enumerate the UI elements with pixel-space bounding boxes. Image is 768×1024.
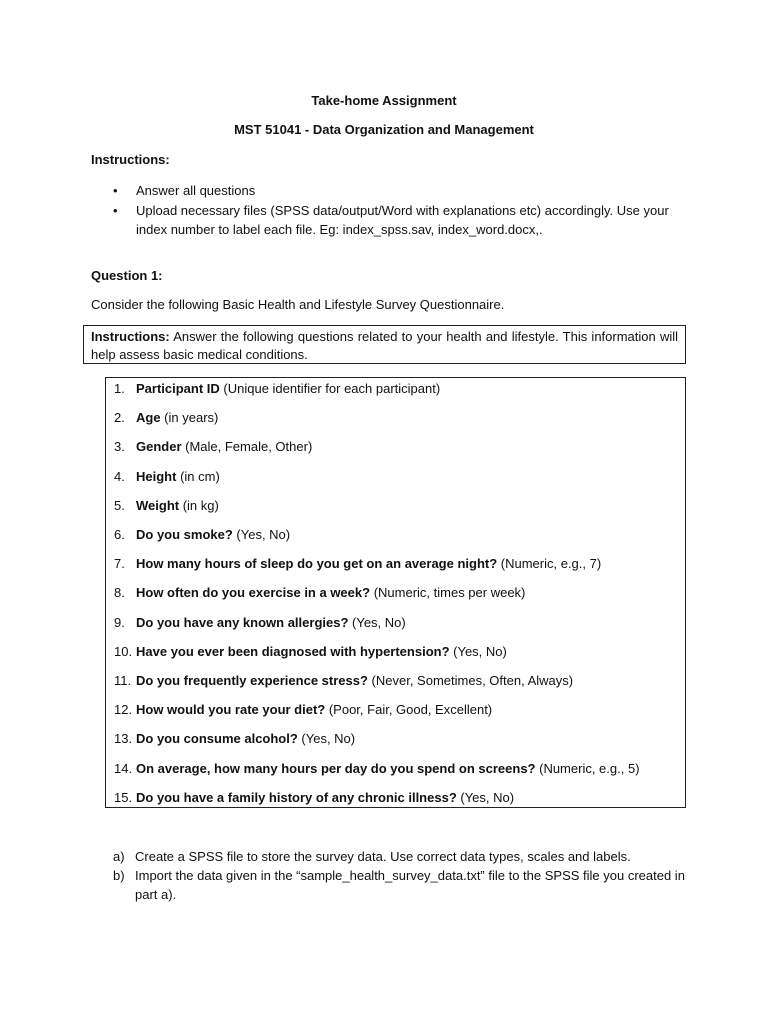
survey-question-number: 13. — [114, 731, 133, 747]
survey-question-number: 14. — [114, 760, 133, 776]
survey-question-number: 4. — [114, 468, 125, 484]
survey-question-title: Do you smoke? — [136, 527, 233, 542]
part-text: Import the data given in the “sample_health_survey_data.txt” file to the SPSS file you created in part a). — [135, 868, 685, 902]
survey-question-title: Gender — [136, 439, 182, 455]
question-1-intro: Consider the following Basic Health and Lifestyle Survey Questionnaire. — [91, 297, 505, 312]
survey-question-number: 10. — [114, 643, 133, 659]
survey-question-text — [136, 585, 525, 600]
survey-question-text — [136, 644, 507, 659]
instructions-heading: Instructions: — [91, 152, 170, 167]
survey-question-options: (Numeric, e.g., 7) — [497, 556, 602, 572]
survey-question-number: 1. — [114, 381, 125, 396]
survey-question-number: 15. — [114, 789, 133, 805]
survey-question-title: On average, how many hours per day do you spend on screens? — [136, 760, 536, 776]
survey-question-text — [136, 790, 514, 805]
part-label: a) — [113, 849, 125, 864]
question-1-heading: Question 1: — [91, 268, 163, 283]
survey-question-number: 7. — [114, 556, 125, 572]
survey-question-text — [136, 615, 406, 630]
part-text: Create a SPSS file to store the survey data. Use correct data types, scales and labels. — [135, 849, 631, 864]
instructions-bullet — [91, 201, 671, 239]
survey-question-text — [136, 761, 640, 776]
course-title: MST 51041 - Data Organization and Management — [234, 122, 534, 137]
survey-question-title: Do you have a family history of any chronic illness? — [136, 789, 457, 805]
survey-question-title: Weight — [136, 497, 180, 513]
survey-question-options: (Numeric, times per week) — [370, 585, 526, 601]
part-label: b) — [113, 868, 125, 883]
survey-question-options: (Unique identifier for each participant) — [219, 381, 441, 396]
survey-instructions-box — [83, 325, 686, 364]
questionnaire-box — [105, 377, 686, 808]
survey-question-number: 2. — [114, 410, 125, 426]
survey-question-text — [136, 469, 220, 484]
part-a — [113, 847, 693, 866]
survey-question-text — [136, 556, 601, 571]
instructions-list — [91, 181, 671, 240]
survey-question-title: Do you have any known allergies? — [136, 614, 349, 630]
survey-instructions-text: Answer the following questions related to your health and lifestyle. This information will help assess basic medical conditions. — [91, 329, 678, 362]
survey-question-number: 12. — [114, 702, 133, 718]
survey-question-title: Do you consume alcohol? — [136, 731, 298, 747]
question-1-parts — [113, 847, 693, 904]
instructions-bullet-text: Answer all questions — [136, 183, 256, 198]
survey-question-text — [136, 498, 219, 513]
survey-question-title: How would you rate your diet? — [136, 702, 326, 718]
survey-question-text — [136, 702, 492, 717]
survey-question-title: How often do you exercise in a week? — [136, 585, 371, 601]
survey-question-number: 3. — [114, 439, 125, 455]
survey-question-text — [136, 731, 355, 746]
survey-question-options: (Male, Female, Other) — [181, 439, 313, 455]
survey-question-title: Do you frequently experience stress? — [136, 673, 368, 688]
survey-question-options: (in cm) — [176, 468, 220, 484]
bullet-icon: • — [113, 183, 118, 198]
survey-question-number: 9. — [114, 614, 125, 630]
survey-question-options: (in years) — [160, 410, 219, 426]
survey-question-title: Age — [136, 410, 161, 426]
survey-question-options: (Numeric, e.g., 5) — [535, 760, 640, 776]
survey-instructions-label: Instructions: — [91, 329, 170, 344]
document-title: Take-home Assignment — [311, 93, 457, 108]
survey-question-options: (Yes, No) — [348, 614, 406, 630]
bullet-icon: • — [113, 203, 118, 218]
survey-question-text — [136, 410, 218, 425]
survey-question-title: Have you ever been diagnosed with hypertension? — [136, 643, 450, 659]
instructions-bullet-text: Upload necessary files (SPSS data/output/Word with explanations etc) accordingly. Use your index number to label each file. Eg: index_spss.sav, index_word.docx,. — [136, 203, 669, 237]
survey-question-options: (Yes, No) — [456, 789, 515, 805]
survey-question-title: Height — [136, 468, 177, 484]
survey-question-text — [136, 381, 440, 396]
instructions-bullet — [91, 181, 671, 200]
survey-question-text — [136, 527, 290, 542]
survey-question-options: (Poor, Fair, Good, Excellent) — [325, 702, 493, 718]
survey-question-options: (Never, Sometimes, Often, Always) — [367, 673, 574, 688]
survey-question-number: 6. — [114, 527, 125, 542]
survey-question-text — [136, 439, 312, 454]
survey-question-options: (in kg) — [179, 497, 219, 513]
survey-question-options: (Yes, No) — [449, 643, 507, 659]
survey-question-number: 8. — [114, 585, 125, 601]
survey-question-title: How many hours of sleep do you get on an average night? — [136, 556, 498, 572]
survey-question-options: (Yes, No) — [232, 527, 291, 542]
survey-question-number: 5. — [114, 497, 125, 513]
survey-question-number: 11. — [114, 673, 132, 688]
part-b — [113, 866, 693, 904]
survey-question-options: (Yes, No) — [297, 731, 356, 747]
survey-question-text — [136, 673, 573, 688]
survey-question-title: Participant ID — [136, 381, 220, 396]
